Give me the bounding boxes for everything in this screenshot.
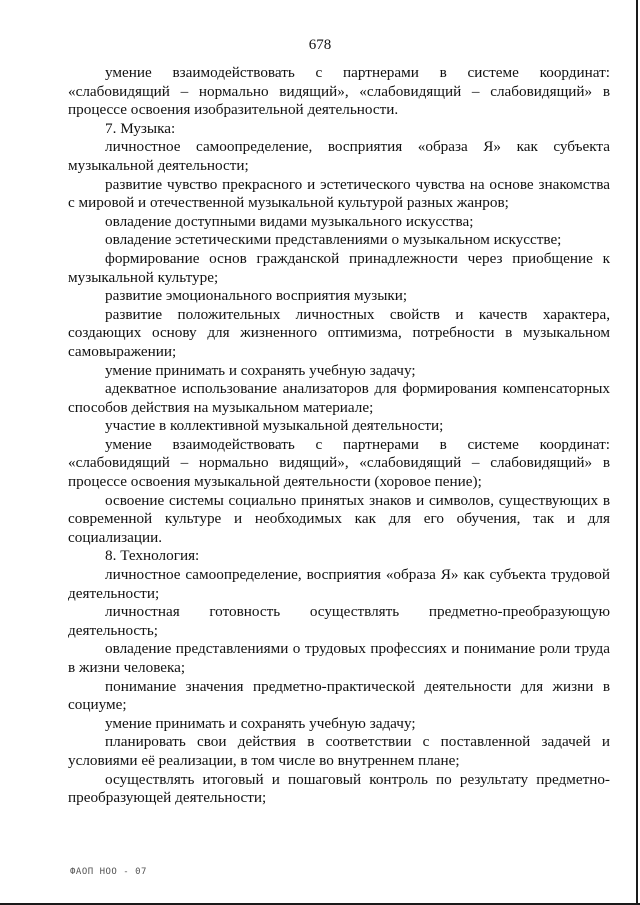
- paragraph-music-self-determination: личностное самоопределение, восприятия «образа Я» как субъекта музыкальной деятельности;: [68, 138, 610, 174]
- paragraph-music-positive-traits: развитие положительных личностных свойств и качеств характера, создающих основу для жизненного оптимизма, потребности в музыкальном самовыражении;: [68, 305, 610, 360]
- paragraph-music-accessible-forms: овладение доступными видами музыкального искусства;: [105, 212, 474, 230]
- paragraph-music-civic-identity: формирование основ гражданской принадлежности через приобщение к музыкальной культуре;: [68, 249, 610, 286]
- paragraph-tech-learning-task: умение принимать и сохранять учебную задачу;: [105, 714, 416, 732]
- page-body: [68, 64, 610, 808]
- paragraph-music-interaction: умение взаимодействовать с партнерами в системе координат: «слабовидящий – нормально видящий», «слабовидящий – слабовидящий» в процессе освоения музыкальной деятельности (хоровое пение);: [68, 435, 610, 491]
- section-heading-music: 7. Музыка:: [105, 119, 176, 137]
- footer-document-code: ФАОП НОО - 07: [70, 867, 147, 877]
- section-heading-technology: 8. Технология:: [105, 547, 200, 565]
- paragraph-tech-readiness: личностная готовность осуществлять предметно-преобразующую деятельность;: [68, 603, 610, 639]
- paragraph-music-sign-systems: освоение системы социально принятых знаков и символов, существующих в современной культуре и необходимых как для его обучения, так и для социализации.: [68, 491, 610, 546]
- paragraph-music-aesthetic: развитие чувство прекрасного и эстетического чувства на основе знакомства с мировой и отечественной музыкальной культурой разных жанров;: [68, 175, 610, 212]
- paragraph-music-compensatory-methods: адекватное использование анализаторов для формирования компенсаторных способов действия на музыкальном материале;: [68, 380, 610, 416]
- paragraph-tech-planning: планировать свои действия в соответствии с поставленной задачей и условиями её реализации, в том числе во внутреннем плане;: [68, 733, 610, 769]
- paragraph-music-learning-task: умение принимать и сохранять учебную задачу;: [105, 361, 416, 379]
- paragraph-interaction-visual-arts: умение взаимодействовать с партнерами в системе координат: «слабовидящий – нормально видящий», «слабовидящий – слабовидящий» в процессе освоения изобразительной деятельности.: [68, 64, 610, 119]
- paragraph-tech-self-determination: личностное самоопределение, восприятия «образа Я» как субъекта трудовой деятельности;: [68, 566, 610, 602]
- paragraph-music-aesthetic-ideas: овладение эстетическими представлениями о музыкальном искусстве;: [105, 231, 562, 249]
- paragraph-music-emotional-perception: развитие эмоционального восприятия музыки;: [105, 287, 408, 305]
- scan-edge-right: [636, 0, 638, 905]
- page-number: 678: [308, 37, 332, 53]
- paragraph-tech-professions: овладение представлениями о трудовых профессиях и понимание роли труда в жизни человека;: [68, 640, 610, 676]
- paragraph-tech-control: осуществлять итоговый и пошаговый контроль по результату предметно-преобразующей деятельности;: [68, 770, 610, 807]
- paragraph-music-collective: участие в коллективной музыкальной деятельности;: [105, 417, 444, 435]
- paragraph-tech-practical-value: понимание значения предметно-практической деятельности для жизни в социуме;: [68, 677, 610, 714]
